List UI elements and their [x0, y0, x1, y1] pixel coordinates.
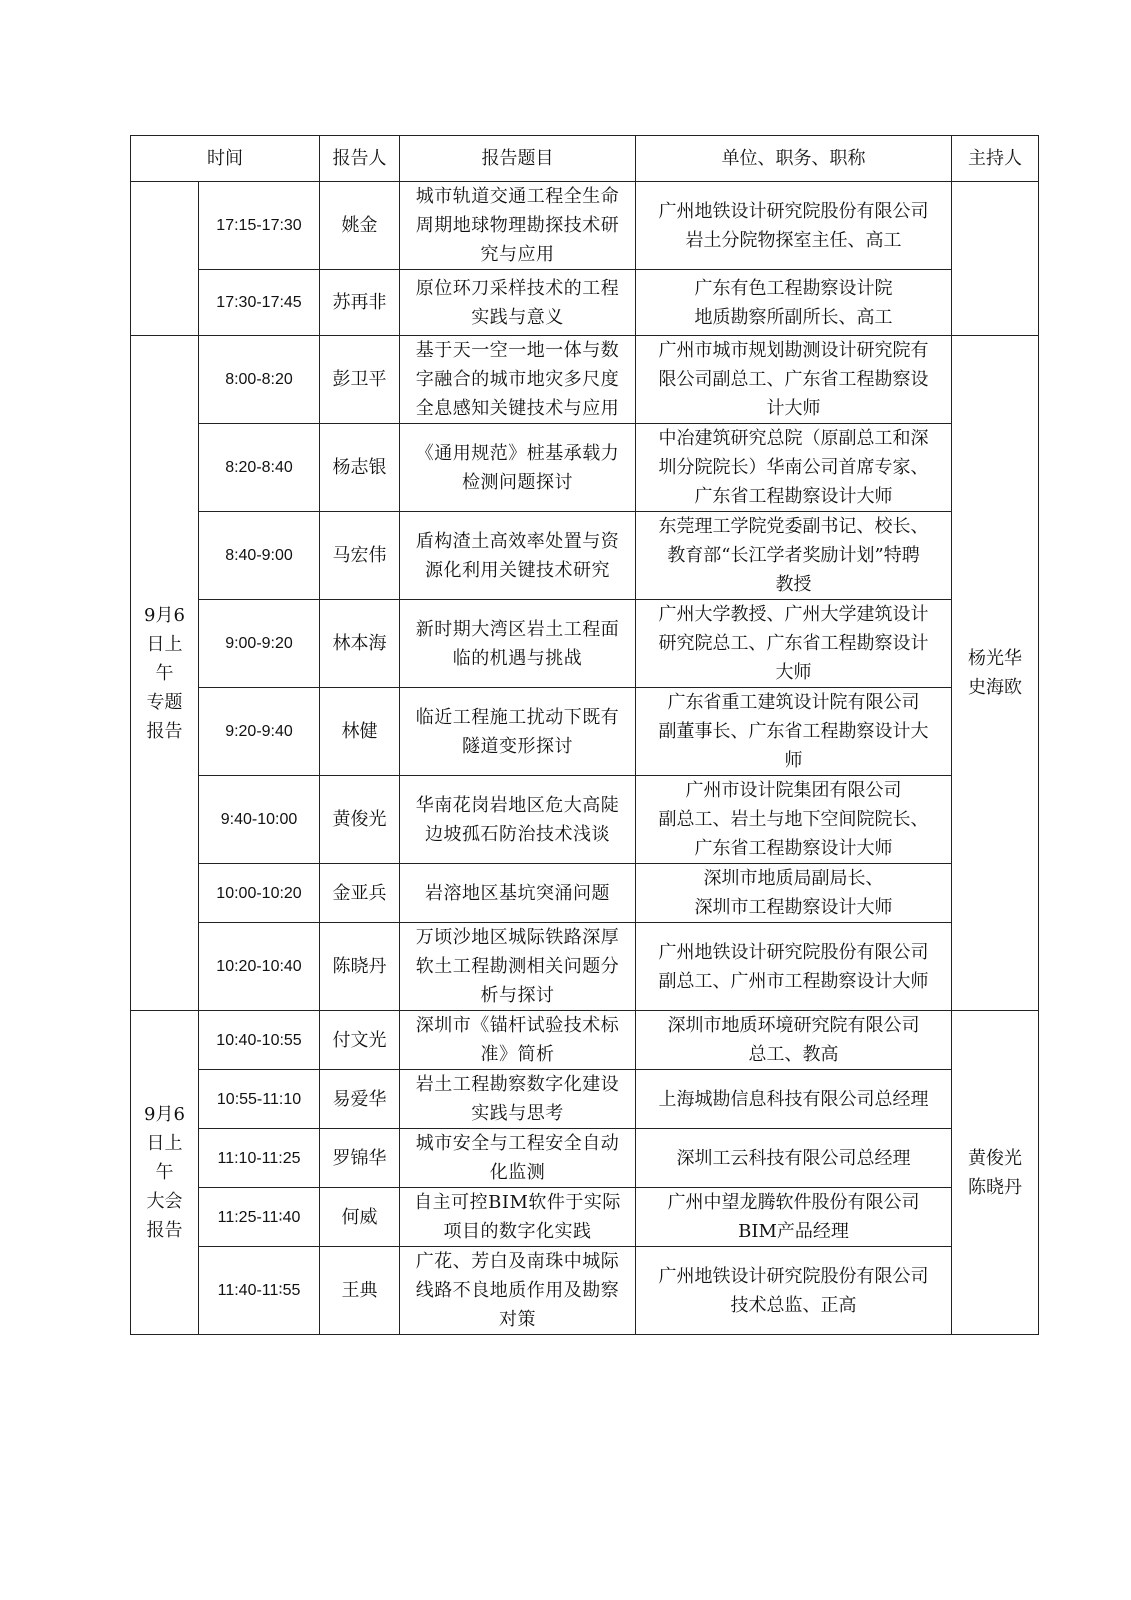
topic-cell: 华南花岗岩地区危大高陡 边坡孤石防治技术浅谈 — [400, 776, 636, 864]
header-time: 时间 — [131, 136, 320, 182]
affiliation-cell: 广州地铁设计研究院股份有限公司 副总工、广州市工程勘察设计大师 — [636, 923, 952, 1011]
time-cell: 10:20-10:40 — [199, 923, 320, 1011]
table-row — [131, 182, 1039, 270]
affiliation-cell: 深圳工云科技有限公司总经理 — [636, 1129, 952, 1188]
affiliation-cell: 东莞理工学院党委副书记、校长、 教育部“长江学者奖励计划”特聘 教授 — [636, 512, 952, 600]
header-row — [131, 136, 1039, 182]
table-row — [131, 688, 1039, 776]
speaker-cell: 姚金 — [320, 182, 400, 270]
affiliation-cell: 广州市设计院集团有限公司 副总工、岩土与地下空间院院长、 广东省工程勘察设计大师 — [636, 776, 952, 864]
topic-cell: 城市安全与工程安全自动 化监测 — [400, 1129, 636, 1188]
topic-cell: 万顷沙地区城际铁路深厚 软土工程勘测相关问题分 析与探讨 — [400, 923, 636, 1011]
speaker-cell: 林健 — [320, 688, 400, 776]
table-row — [131, 270, 1039, 336]
schedule-body — [131, 182, 1039, 1335]
time-cell: 11:25-11∶40 — [199, 1188, 320, 1247]
table-row — [131, 1247, 1039, 1335]
affiliation-cell: 深圳市地质环境研究院有限公司 总工、教高 — [636, 1011, 952, 1070]
affiliation-cell: 广州大学教授、广州大学建筑设计 研究院总工、广东省工程勘察设计 大师 — [636, 600, 952, 688]
speaker-cell: 杨志银 — [320, 424, 400, 512]
speaker-cell: 王典 — [320, 1247, 400, 1335]
speaker-cell: 黄俊光 — [320, 776, 400, 864]
header-host: 主持人 — [952, 136, 1039, 182]
table-row — [131, 1188, 1039, 1247]
topic-cell: 城市轨道交通工程全生命 周期地球物理勘探技术研 究与应用 — [400, 182, 636, 270]
time-cell: 11:40-11∶55 — [199, 1247, 320, 1335]
affiliation-cell: 深圳市地质局副局长、 深圳市工程勘察设计大师 — [636, 864, 952, 923]
speaker-cell: 易爱华 — [320, 1070, 400, 1129]
table-row — [131, 1070, 1039, 1129]
speaker-cell: 彭卫平 — [320, 336, 400, 424]
table-row — [131, 336, 1039, 424]
topic-cell: 原位环刀采样技术的工程 实践与意义 — [400, 270, 636, 336]
time-cell: 10:40-10:55 — [199, 1011, 320, 1070]
table-row — [131, 1129, 1039, 1188]
schedule-table — [130, 135, 1039, 1335]
affiliation-cell: 广东省重工建筑设计院有限公司 副董事长、广东省工程勘察设计大 师 — [636, 688, 952, 776]
topic-cell: 新时期大湾区岩土工程面 临的机遇与挑战 — [400, 600, 636, 688]
time-cell: 8:20-8:40 — [199, 424, 320, 512]
time-cell: 8:40-9:00 — [199, 512, 320, 600]
table-row — [131, 923, 1039, 1011]
speaker-cell: 苏再非 — [320, 270, 400, 336]
topic-cell: 基于天一空一地一体与数 字融合的城市地灾多尺度 全息感知关键技术与应用 — [400, 336, 636, 424]
time-cell: 10:55-11:10 — [199, 1070, 320, 1129]
topic-cell: 深圳市《锚杆试验技术标 准》简析 — [400, 1011, 636, 1070]
speaker-cell: 罗锦华 — [320, 1129, 400, 1188]
time-cell: 11:10-11:25 — [199, 1129, 320, 1188]
speaker-cell: 陈晓丹 — [320, 923, 400, 1011]
session-label: 9月6 日上 午 专题 报告 — [131, 336, 199, 1011]
topic-cell: 《通用规范》桩基承载力 检测问题探讨 — [400, 424, 636, 512]
affiliation-cell: 广州地铁设计研究院股份有限公司 岩土分院物探室主任、高工 — [636, 182, 952, 270]
host-cell: 杨光华 史海欧 — [952, 336, 1039, 1011]
speaker-cell: 付文光 — [320, 1011, 400, 1070]
speaker-cell: 马宏伟 — [320, 512, 400, 600]
speaker-cell: 何威 — [320, 1188, 400, 1247]
topic-cell: 盾构渣土高效率处置与资 源化利用关键技术研究 — [400, 512, 636, 600]
table-row — [131, 1011, 1039, 1070]
topic-cell: 自主可控BIM软件于实际 项目的数字化实践 — [400, 1188, 636, 1247]
host-cell: 黄俊光 陈晓丹 — [952, 1011, 1039, 1335]
time-cell: 9:00-9:20 — [199, 600, 320, 688]
topic-cell: 岩溶地区基坑突涌问题 — [400, 864, 636, 923]
time-cell: 10:00-10:20 — [199, 864, 320, 923]
header-affiliation: 单位、职务、职称 — [636, 136, 952, 182]
table-row — [131, 424, 1039, 512]
affiliation-cell: 上海城勘信息科技有限公司总经理 — [636, 1070, 952, 1129]
affiliation-cell: 广州中望龙腾软件股份有限公司 BIM产品经理 — [636, 1188, 952, 1247]
time-cell: 17:30-17:45 — [199, 270, 320, 336]
time-cell: 9:20-9:40 — [199, 688, 320, 776]
header-speaker: 报告人 — [320, 136, 400, 182]
header-topic: 报告题目 — [400, 136, 636, 182]
affiliation-cell: 中冶建筑研究总院（原副总工和深 圳分院院长）华南公司首席专家、 广东省工程勘察设计大师 — [636, 424, 952, 512]
time-cell: 8:00-8:20 — [199, 336, 320, 424]
topic-cell: 广花、芳白及南珠中城际 线路不良地质作用及勘察 对策 — [400, 1247, 636, 1335]
table-row — [131, 776, 1039, 864]
affiliation-cell: 广州市城市规划勘测设计研究院有 限公司副总工、广东省工程勘察设 计大师 — [636, 336, 952, 424]
session-label — [131, 182, 199, 336]
time-cell: 17:15-17:30 — [199, 182, 320, 270]
host-cell — [952, 182, 1039, 336]
affiliation-cell: 广东有色工程勘察设计院 地质勘察所副所长、高工 — [636, 270, 952, 336]
table-row — [131, 512, 1039, 600]
time-cell: 9:40-10:00 — [199, 776, 320, 864]
affiliation-cell: 广州地铁设计研究院股份有限公司 技术总监、正高 — [636, 1247, 952, 1335]
session-label: 9月6 日上 午 大会 报告 — [131, 1011, 199, 1335]
speaker-cell: 林本海 — [320, 600, 400, 688]
speaker-cell: 金亚兵 — [320, 864, 400, 923]
table-row — [131, 600, 1039, 688]
topic-cell: 临近工程施工扰动下既有 隧道变形探讨 — [400, 688, 636, 776]
topic-cell: 岩土工程勘察数字化建设 实践与思考 — [400, 1070, 636, 1129]
table-row — [131, 864, 1039, 923]
